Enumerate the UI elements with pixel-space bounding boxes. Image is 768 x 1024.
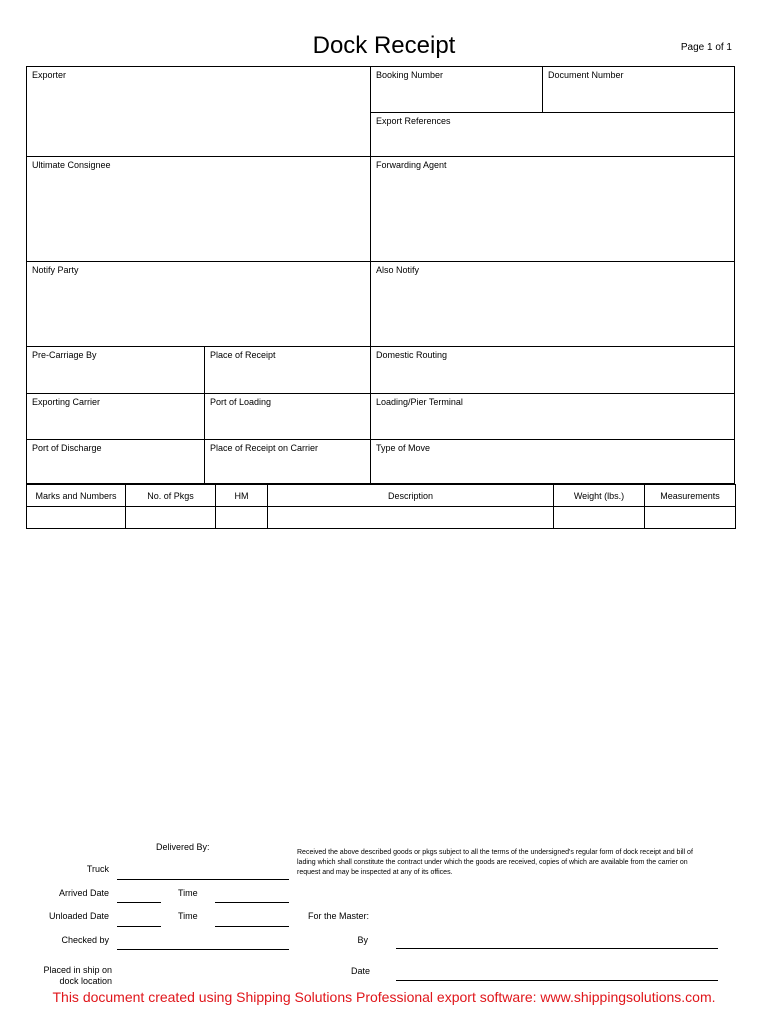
checked-by-label: Checked by <box>61 935 109 945</box>
column-header-marks: Marks and Numbers <box>27 485 126 507</box>
port-of-discharge-field[interactable] <box>27 439 204 483</box>
port-of-loading-field[interactable] <box>204 393 370 439</box>
document-number-field[interactable] <box>542 67 734 112</box>
domestic-routing-field[interactable] <box>370 346 734 393</box>
by-label: By <box>357 935 368 945</box>
footer-notice: This document created using Shipping Solutions Professional export software: www.shippingsolutions.com. <box>52 989 716 1005</box>
receipt-terms: Received the above described goods or pkgs subject to all the terms of the undersigned's regular form of dock receipt and bill of lading which shall constitute the contract under which the goods are received, copies of which are available from the carrier on request and may be inspected at any of its offices. <box>297 849 693 876</box>
forwarding-agent-label: Forwarding Agent <box>376 160 447 170</box>
loading-pier-terminal-label: Loading/Pier Terminal <box>376 397 463 407</box>
unloaded-time-label: Time <box>178 911 198 921</box>
delivered-by-label: Delivered By: <box>156 842 210 852</box>
page-title: Dock Receipt <box>312 32 456 59</box>
exporting-carrier-label: Exporting Carrier <box>32 397 101 407</box>
loading-pier-terminal-field[interactable] <box>370 393 734 439</box>
booking-number-label: Booking Number <box>376 70 444 80</box>
arrived-time-line[interactable] <box>215 902 289 903</box>
also-notify-label: Also Notify <box>376 265 420 275</box>
place-of-receipt-label: Place of Receipt <box>210 350 276 360</box>
placed-in-ship-line2: dock location <box>59 976 112 986</box>
arrived-date-line[interactable] <box>117 902 161 903</box>
domestic-routing-label: Domestic Routing <box>376 350 448 360</box>
table-row <box>27 507 736 529</box>
unloaded-date-label: Unloaded Date <box>48 911 109 921</box>
pre-carriage-by-label: Pre-Carriage By <box>32 350 97 360</box>
export-references-field[interactable] <box>370 112 734 156</box>
date-line[interactable] <box>396 980 718 981</box>
place-of-receipt-field[interactable] <box>204 346 370 393</box>
pkgs-cell[interactable] <box>126 507 216 529</box>
arrived-date-label: Arrived Date <box>58 888 109 898</box>
forwarding-agent-field[interactable] <box>370 156 734 261</box>
document-number-label: Document Number <box>548 70 624 80</box>
placed-in-ship-label <box>20 965 112 987</box>
also-notify-field[interactable] <box>370 261 734 346</box>
truck-label: Truck <box>86 864 109 874</box>
unloaded-date-line[interactable] <box>117 926 161 927</box>
by-signature-line[interactable] <box>396 948 718 949</box>
checked-by-line[interactable] <box>117 949 289 950</box>
ultimate-consignee-label: Ultimate Consignee <box>32 160 111 170</box>
page-number: Page 1 of 1 <box>680 42 732 53</box>
booking-number-field[interactable] <box>370 67 542 112</box>
date-label: Date <box>350 966 370 976</box>
export-references-label: Export References <box>376 116 451 126</box>
measurements-cell[interactable] <box>645 507 736 529</box>
column-header-hm: HM <box>216 485 268 507</box>
place-of-receipt-on-carrier-label: Place of Receipt on Carrier <box>210 443 319 453</box>
type-of-move-label: Type of Move <box>376 443 431 453</box>
hm-cell[interactable] <box>216 507 268 529</box>
shipment-form <box>26 66 735 484</box>
pre-carriage-by-field[interactable] <box>27 346 204 393</box>
type-of-move-field[interactable] <box>370 439 734 483</box>
goods-table <box>26 484 736 529</box>
column-header-measurements: Measurements <box>645 485 736 507</box>
placed-in-ship-line1: Placed in ship on <box>43 965 112 975</box>
notify-party-field[interactable] <box>27 261 370 346</box>
unloaded-time-line[interactable] <box>215 926 289 927</box>
description-cell[interactable] <box>268 507 554 529</box>
exporter-field[interactable] <box>27 67 370 156</box>
port-of-loading-label: Port of Loading <box>210 397 272 407</box>
weight-cell[interactable] <box>554 507 645 529</box>
exporting-carrier-field[interactable] <box>27 393 204 439</box>
ultimate-consignee-field[interactable] <box>27 156 370 261</box>
column-header-pkgs: No. of Pkgs <box>126 485 216 507</box>
place-of-receipt-on-carrier-field[interactable] <box>204 439 370 483</box>
column-header-description: Description <box>268 485 554 507</box>
goods-table-header <box>27 485 736 507</box>
marks-cell[interactable] <box>27 507 126 529</box>
column-header-weight: Weight (lbs.) <box>554 485 645 507</box>
arrived-time-label: Time <box>178 888 198 898</box>
truck-line[interactable] <box>117 879 289 880</box>
port-of-discharge-label: Port of Discharge <box>32 443 102 453</box>
for-the-master-label: For the Master: <box>308 911 370 921</box>
exporter-label: Exporter <box>32 70 67 80</box>
notify-party-label: Notify Party <box>32 265 79 275</box>
